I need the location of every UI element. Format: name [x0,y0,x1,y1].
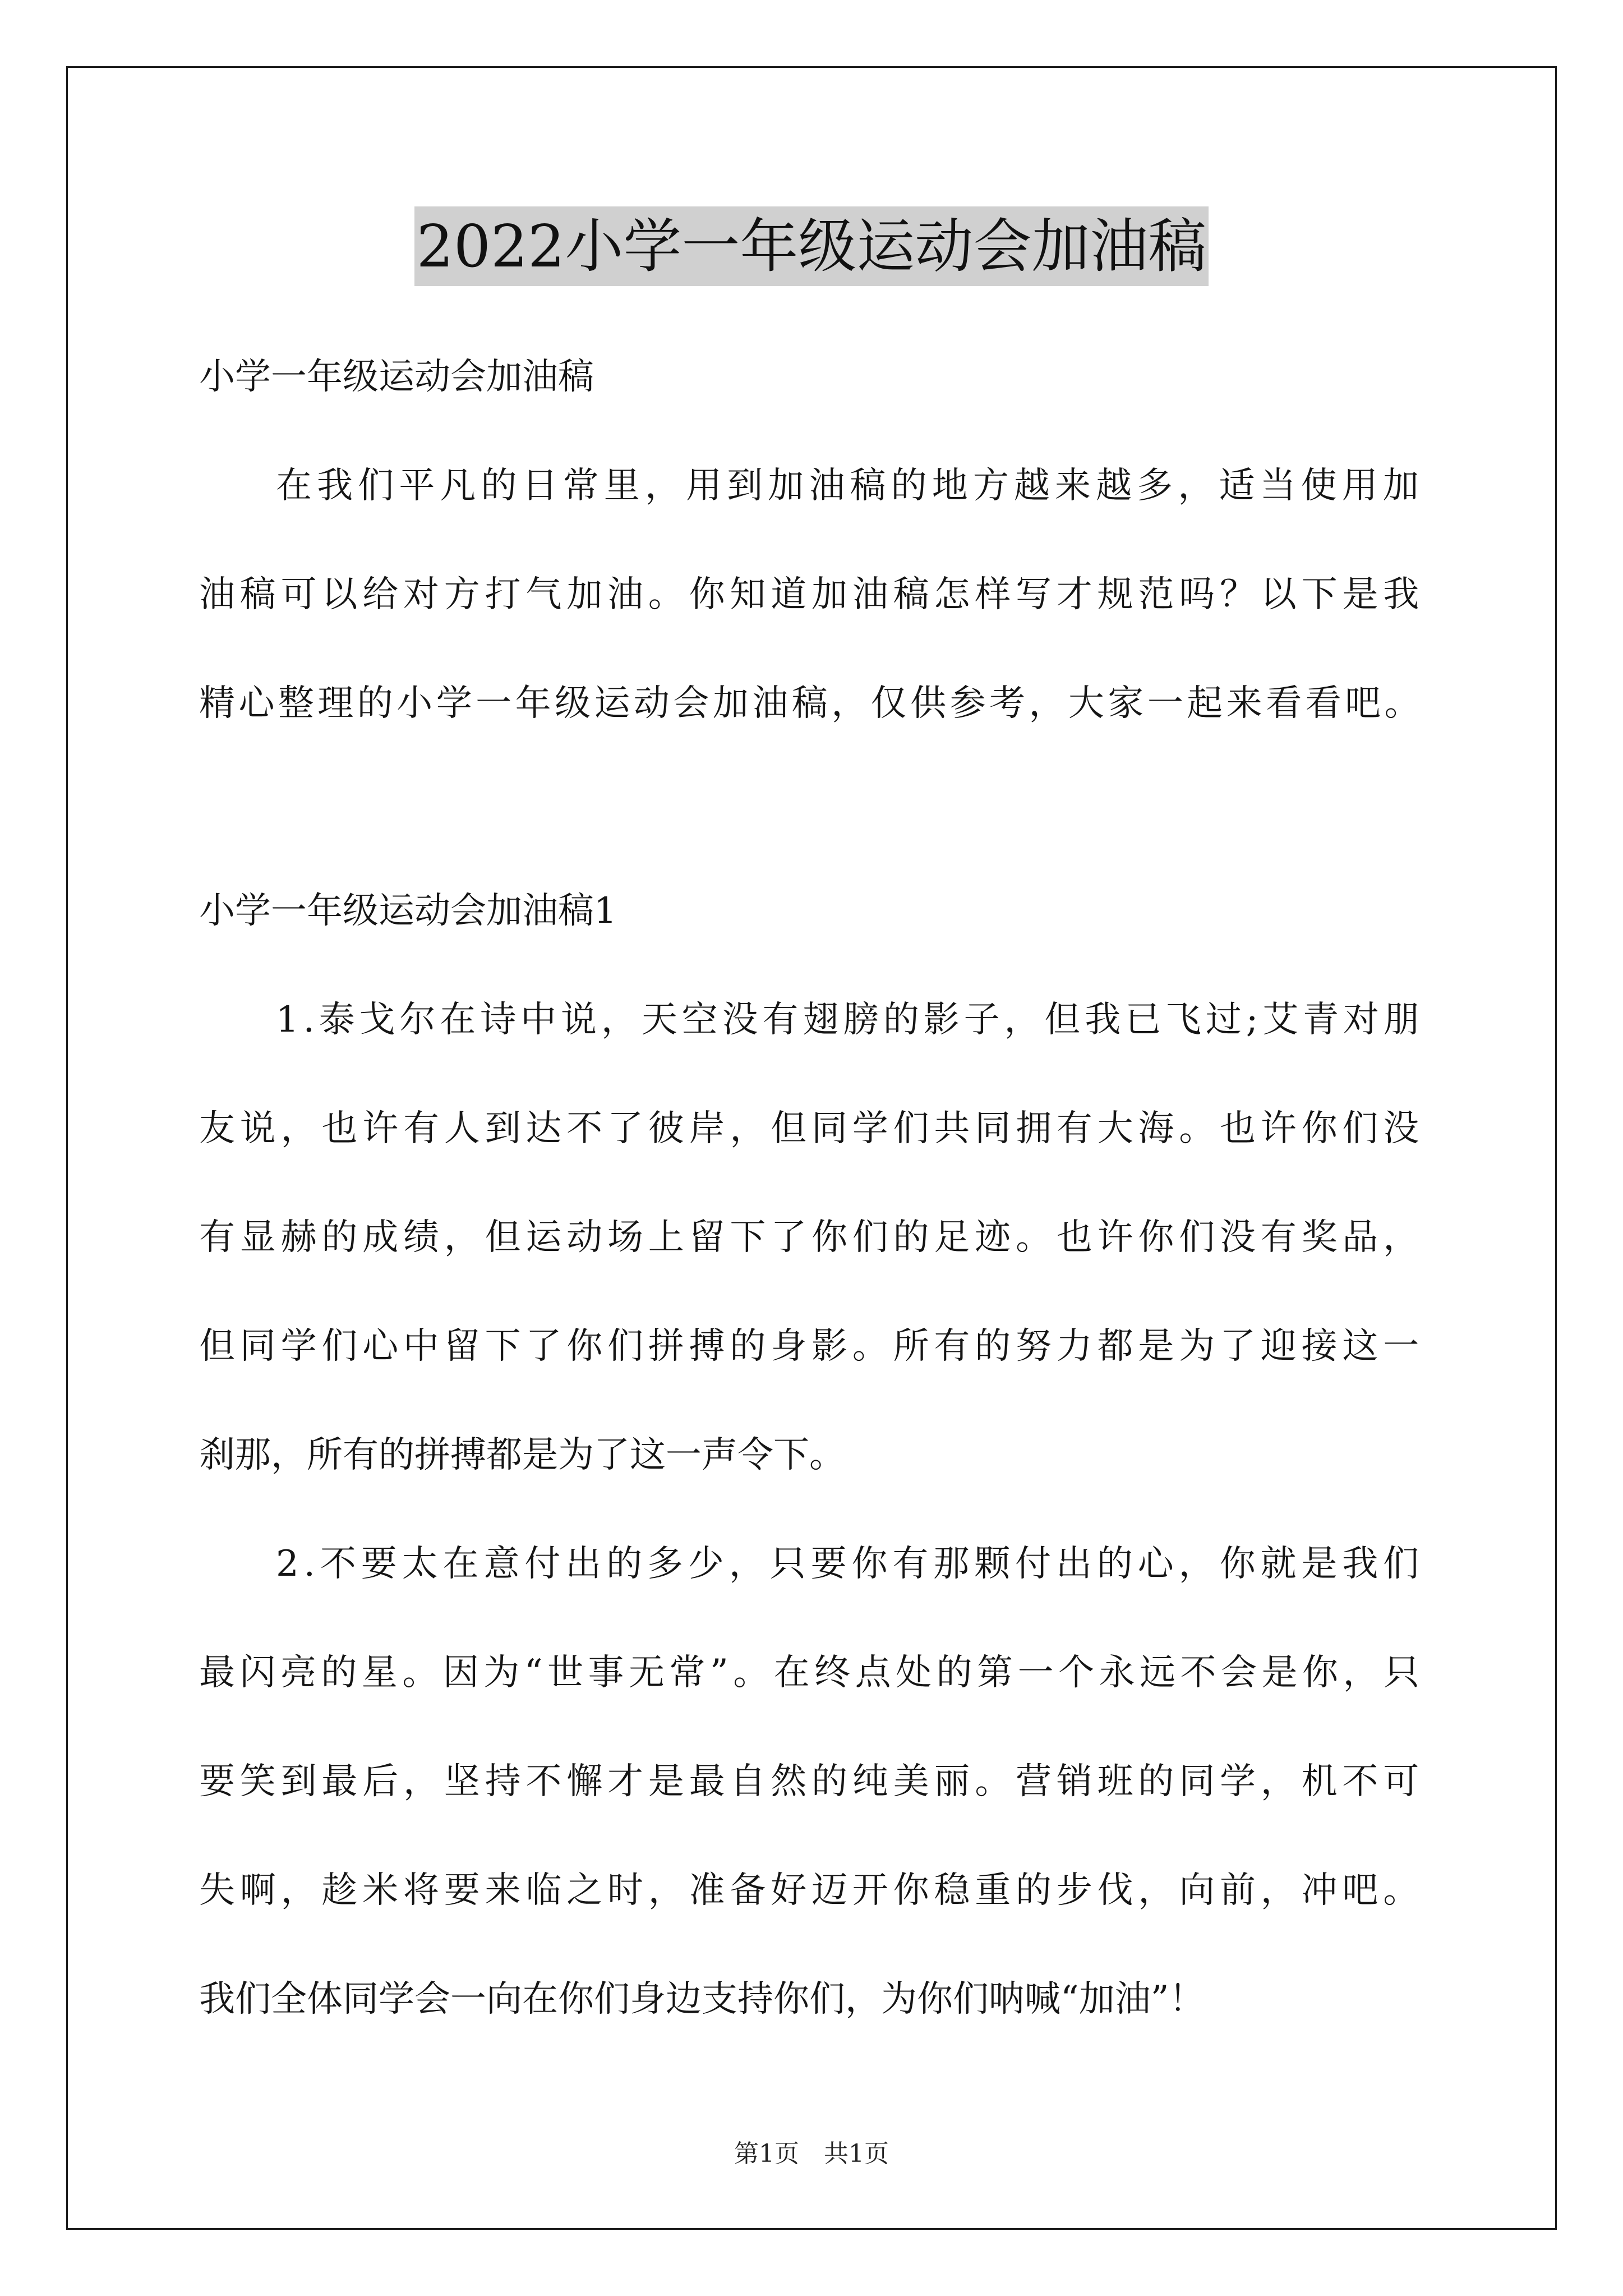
document-title: 2022小学一年级运动会加油稿 [414,206,1209,286]
item1-line-3: 有显赫的成绩，但运动场上留下了你们的足迹。也许你们没有奖品， [199,1217,1424,1258]
item2-line-2: 最闪亮的星。因为“世事无常”。在终点处的第一个永远不会是你，只 [199,1652,1424,1694]
item1-line-2: 友说，也许有人到达不了彼岸，但同学们共同拥有大海。也许你们没 [199,1108,1424,1149]
item2-line-4: 失啊，趁米将要来临之时，准备好迈开你稳重的步伐，向前，冲吧。 [199,1870,1424,1911]
item1-line-5: 刹那，所有的拼搏都是为了这一声令下。 [199,1434,845,1476]
page-number-current: 第1页 [734,2139,799,2168]
item2-line-3: 要笑到最后，坚持不懈才是最自然的纯美丽。营销班的同学，机不可 [199,1761,1424,1802]
item1-line-4: 但同学们心中留下了你们拼搏的身影。所有的努力都是为了迎接这一 [199,1326,1424,1367]
section-heading: 小学一年级运动会加油稿1 [199,890,617,932]
item2-line-5: 我们全体同学会一向在你们身边支持你们，为你们呐喊“加油”！ [199,1978,1205,2020]
item1-line-1: 1.泰戈尔在诗中说，天空没有翅膀的影子，但我已飞过;艾青对朋 [276,999,1424,1041]
intro-line-2: 油稿可以给对方打气加油。你知道加油稿怎样写才规范吗？以下是我 [199,574,1424,615]
title-container [0,206,1623,286]
intro-line-1: 在我们平凡的日常里，用到加油稿的地方越来越多，适当使用加 [276,465,1424,507]
page-footer [0,2138,1623,2170]
page-number-total: 共1页 [824,2139,889,2168]
intro-line-3: 精心整理的小学一年级运动会加油稿，仅供参考，大家一起来看看吧。 [199,683,1424,724]
document-subtitle: 小学一年级运动会加油稿 [199,356,594,398]
item2-line-1: 2.不要太在意付出的多少，只要你有那颗付出的心，你就是我们 [276,1543,1424,1585]
